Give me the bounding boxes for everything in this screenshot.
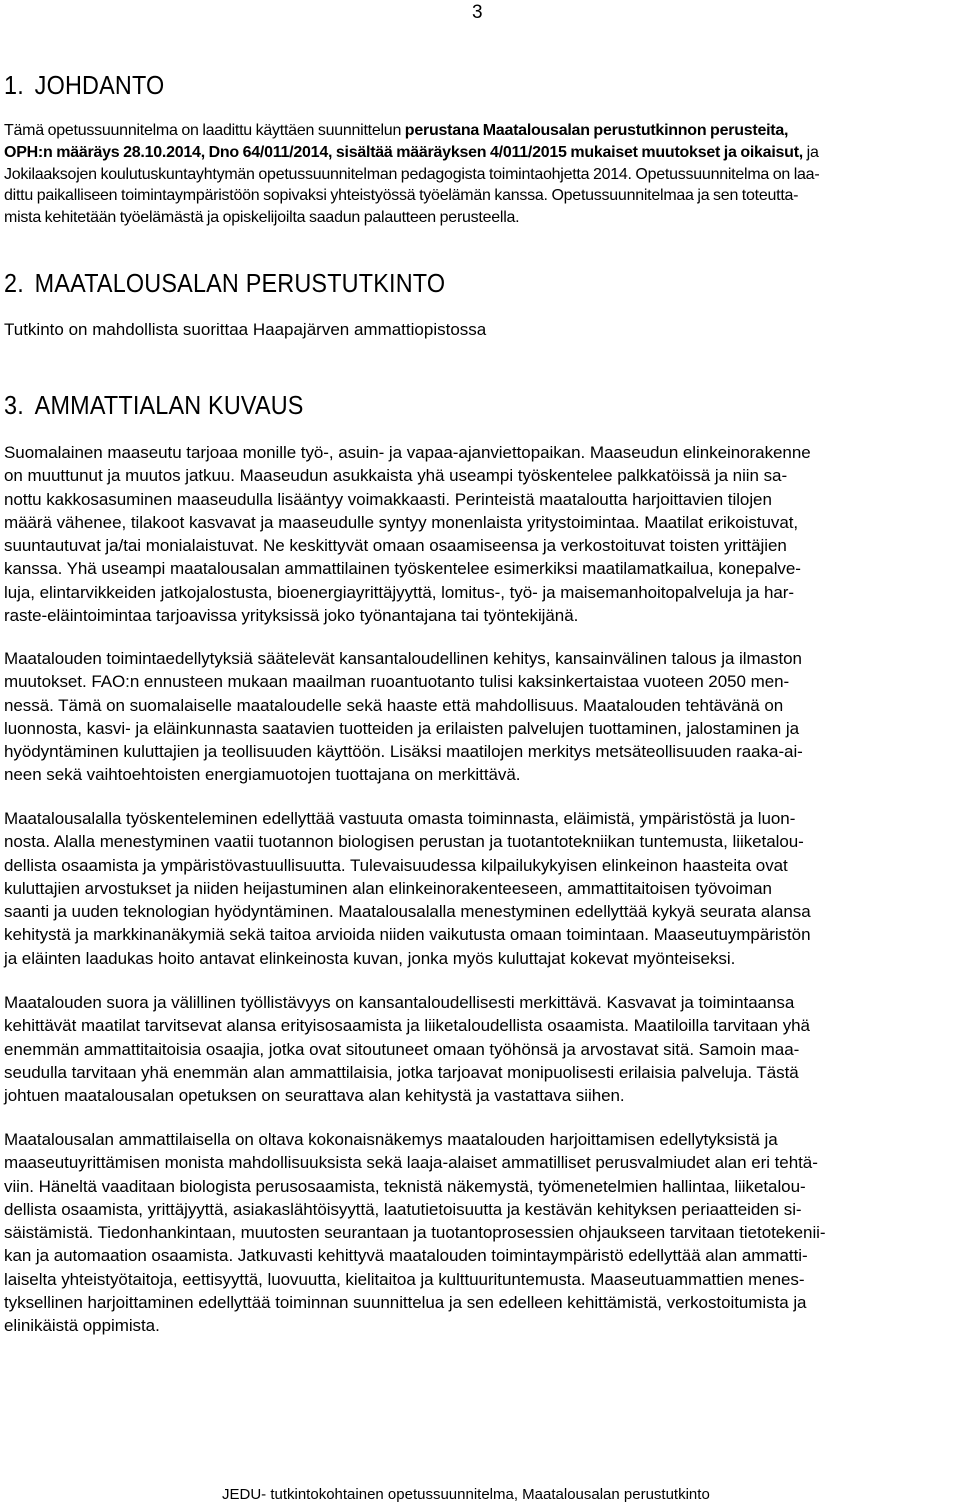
text-line: Maatalousalan ammattilaisella on oltava kokonaisnäkemys maatalouden harjoittamisen edellytyksistä ja (4, 1130, 778, 1149)
paragraph-5 (4, 1128, 952, 1338)
heading-number: 3. (4, 390, 24, 420)
text-line: kanssa. Yhä useampi maatalousalan ammattilainen työskentelee esimerkiksi maatilamatkailua, konepalve- (4, 559, 801, 579)
paragraph-3 (4, 807, 952, 970)
text-line: raste-eläintoimintaa tarjoavissa yrityksissä joko työnantajana tai työntekijänä. (4, 606, 579, 626)
text-line: enemmän ammattitaitoisia osaajia, jotka ovat sitoutuneet omaan työhönsä ja arvostavat sitä. Samoin maa- (4, 1039, 800, 1059)
text-line: Maatalousalalla työskenteleminen edellyttää vastuuta omasta toiminnasta, eläimistä, ympäristöstä ja luon- (4, 809, 796, 828)
paragraph-4 (4, 991, 952, 1107)
text-line: kuluttajien arvostukset ja niiden heijastuminen alan elinkeinorakenteeseen, ammattitaitoisen työvoiman (4, 878, 772, 898)
heading-title: AMMATTIALAN KUVAUS (34, 390, 304, 420)
text-line: hyödyntäminen kuluttajien ja teollisuuden käyttöön. Lisäksi maatilojen merkitys metsäteollisuuden raaka-ai- (4, 742, 803, 762)
bold-text: OPH:n määräys 28.10.2014, Dno 64/011/2014, sisältää määräyksen 4/011/2015 mukaiset muutokset ja oikaisut, (4, 143, 803, 161)
text-line: nottu kakkosasuminen maaseudulla lisääntyy voimakkaasti. Perinteistä maataloutta harjoittavien tilojen (4, 489, 772, 509)
text-line: dittu paikalliseen toimintaympäristöön sopivaksi yhteistyössä työelämän kanssa. Opetussuunnitelmaa ja sen toteutta- (4, 187, 799, 205)
text-line: saanti ja uuden teknologian hyödyntäminen. Maatalousalalla menestyminen edellyttää kykyä seurata alansa (4, 902, 811, 922)
text-line: laiselta yhteistyötaitoja, eettisyyttä, luovuutta, kielitaitoa ja kulttuurituntemusta. Maaseutuammattien menes- (4, 1269, 805, 1289)
text-line: kehittävät maatilat tarvitsevat alansa erityisosaamista ja liiketaloudellista osaamista. Maatiloilla tarvitaan yhä (4, 1016, 810, 1036)
text-line: ja eläinten laadukas hoito antavat elinkeinosta kuvan, jonka myös kuluttajat kokevat myönteiseksi. (4, 948, 736, 968)
text-line: luonnosta, kasvi- ja eläinkunnasta saatavien tuotteiden ja erilaisten palvelujen tuottaminen, jalostaminen ja (4, 718, 799, 738)
text-span: ja (802, 143, 819, 161)
text-line: maaseutuyrittämisen monista mahdollisuuksista sekä laaja-alaiset ammatilliset perusvalmiudet alan eri tehtä- (4, 1153, 818, 1173)
text-line: dellista osaamista ja ympäristövastuullisuutta. Tulevaisuudessa kilpailukykyisen elinkeinon haasteita ovat (4, 855, 788, 875)
text-line: dellista osaamista, yrittäjyyttä, asiakaslähtöisyyttä, laatutietoisuutta ja kestävän kehityksen periaatteiden si- (4, 1199, 802, 1219)
text-line: säistämistä. Tiedonhankintaan, muutosten seurantaan ja tuotantoprosessien ohjaukseen tarvitaan tietotekenii- (4, 1223, 826, 1243)
heading-ammattialan-kuvaus (4, 390, 304, 421)
text-line: seudulla tarvitaan yhä enemmän alan ammattilaisia, jotka tarjoavat monipuolisesti erilaisia palveluja. Tästä (4, 1062, 799, 1082)
text-span: Tämä opetussuunnitelma on laadittu käyttäen suunnittelun (4, 122, 405, 139)
heading-number: 2. (4, 268, 24, 298)
heading-number: 1. (4, 70, 24, 100)
text-line: neen sekä vaihtoehtoisten energiamuotojen tuottajana on merkittävä. (4, 765, 521, 785)
paragraph-2 (4, 647, 952, 787)
text-line: muutokset. FAO:n ennusteen mukaan maailman ruoantuotanto tulisi kaksinkertaistaa vuoteen 2050 men- (4, 672, 790, 692)
text-line: tyksellinen harjoittaminen edellyttää toiminnan suunnittelua ja sen edelleen kehittämistä, verkostoitumista ja (4, 1293, 807, 1313)
text-line: määrä vähenee, tilakoot kasvavat ja maaseudulle syntyy monenlaista yritystoimintaa. Maatilat erikoistuvat, (4, 512, 799, 532)
text-line (4, 120, 952, 142)
text-line: elinikäistä oppimista. (4, 1316, 160, 1336)
text-line: johtuen maatalousalan opetuksen on seurattava alan kehitystä ja vastattava siihen. (4, 1086, 625, 1106)
heading-title: JOHDANTO (34, 70, 165, 100)
page-footer: JEDU- tutkintokohtainen opetussuunnitelma, Maatalousalan perustutkinto (222, 1486, 710, 1503)
text-line: Jokilaaksojen koulutuskuntayhtymän opetussuunnitelman pedagogista toimintaohjetta 2014. Opetussuunnitelma on laa- (4, 165, 820, 183)
heading-title: MAATALOUSALAN PERUSTUTKINTO (34, 268, 446, 298)
page-number: 3 (472, 2, 483, 23)
text-line (4, 142, 952, 164)
text-line: on muuttunut ja muutos jatkuu. Maaseudun asukkaista yhä useampi työskentelee palkkatöissä ja niin sa- (4, 466, 788, 486)
text-line: mista kehitetään työelämästä ja opiskelijoilta saadun palautteen perusteella. (4, 209, 520, 227)
text-line: Maatalouden toimintaedellytyksiä säätelevät kansantaloudellinen kehitys, kansainvälinen talous ja ilmaston (4, 649, 802, 668)
text-line: luja, elintarvikkeiden jatkojalostusta, bioenergiayrittäjyyttä, lomitus-, työ- ja maisemanhoitopalveluja ja har- (4, 582, 795, 602)
text-line: Suomalainen maaseutu tarjoaa monille työ-, asuin- ja vapaa-ajanviettopaikan. Maaseudun elinkeinorakenne (4, 443, 811, 462)
heading-johdanto (4, 70, 164, 101)
paragraph-1 (4, 441, 952, 627)
text-line: viin. Häneltä vaaditaan biologista perusosaamista, teknistä näkemystä, työmenetelmien hallintaa, liiketalou- (4, 1176, 806, 1196)
heading-perustutkinto (4, 268, 445, 299)
text-line: nosta. Alalla menestyminen vaatii tuotannon biologisen perustan ja tuotantotekniikan tuntemusta, liiketalou- (4, 832, 804, 852)
text-line: suuntautuvat ja/tai monialaistuvat. Ne keskittyvät omaan osaamiseensa ja verkostoituvat toisten yrittäjien (4, 536, 787, 556)
text-line: nessä. Tämä on suomalaiselle maataloudelle sekä haaste että mahdollisuus. Maatalouden tehtävänä on (4, 695, 784, 715)
text-line: kan ja automaation osaamista. Jatkuvasti kehittyvä maatalouden toimintaympäristö edellyttää alan ammatti- (4, 1246, 808, 1266)
section2-text: Tutkinto on mahdollista suorittaa Haapajärven ammattiopistossa (4, 320, 487, 339)
bold-text: perustana Maatalousalan perustutkinnon perusteita, (404, 122, 789, 139)
intro-paragraph (4, 120, 952, 229)
text-line: Maatalouden suora ja välillinen työllistävyys on kansantaloudellisesti merkittävä. Kasvavat ja toimintaansa (4, 993, 795, 1012)
text-line: kehitystä ja markkinanäkymiä sekä taitoa arvioida niiden vaikutusta omaan toimintaan. Maaseutuympäristön (4, 925, 811, 945)
